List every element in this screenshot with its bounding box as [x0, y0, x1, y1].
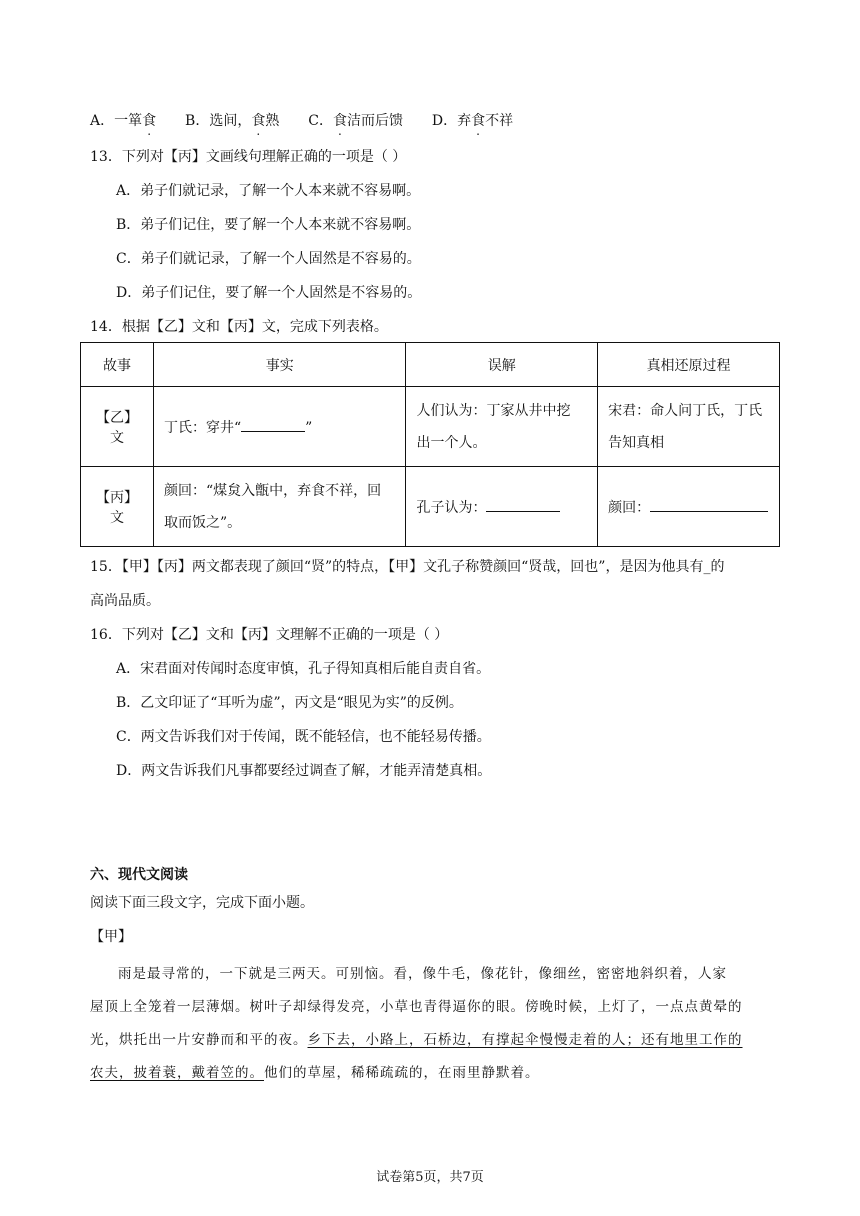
- answer-blank[interactable]: [650, 511, 768, 512]
- q12-options: [90, 110, 513, 130]
- passage-line-1: 雨是最寻常的，一下就是三两天。可别恼。看，像牛毛，像花针，像细丝，密密地斜织着，人家: [118, 966, 727, 982]
- q13-option-c: C．弟子们就记录，了解一个人固然是不容易的。: [116, 251, 421, 267]
- passage-line-4: 农夫，披着蓑，戴着笠的。他们的草屋，稀稀疏疏的，在雨里静默着。: [90, 1065, 540, 1081]
- q12-option-d: D．弃食不祥: [431, 113, 514, 129]
- table-row: [81, 467, 780, 547]
- row2-truth: 颜回：: [598, 467, 780, 547]
- section-instruction: 阅读下面三段文字，完成下面小题。: [90, 895, 314, 911]
- q12-option-b: B．选间，食熟: [185, 113, 280, 129]
- row1-fact: 丁氏：穿井“ ”: [153, 387, 406, 467]
- passage-line-2: 屋顶上全笼着一层薄烟。树叶子却绿得发亮，小草也青得逼你的眼。傍晚时候，上灯了，一点点黄晕的: [90, 999, 743, 1015]
- row2-fact: 颜回：“煤炱入甑中，弃食不祥，回 取而饭之”。: [153, 467, 406, 547]
- row2-misunderstanding: 孔子认为：: [406, 467, 598, 547]
- row1-misunderstanding: 人们认为：丁家从井中挖 出一个人。: [406, 387, 598, 467]
- q16-option-d: D．两文告诉我们凡事都要经过调查了解，才能弄清楚真相。: [116, 763, 492, 779]
- underlined-sentence: 农夫，披着蓑，戴着笠的。: [90, 1065, 264, 1081]
- page-footer: 试卷第5页，共7页: [376, 1170, 484, 1185]
- passage-line-3: 光，烘托出一片安静而和平的夜。乡下去，小路上，石桥边，有撑起伞慢慢走着的人；还有地里工作的: [90, 1032, 743, 1048]
- q16-stem: 16．下列对【乙】文和【丙】文理解不正确的一项是（ ）: [90, 627, 449, 643]
- header-story: 故事: [81, 343, 154, 387]
- header-fact: 事实: [153, 343, 406, 387]
- q13-option-b: B．弟子们记住，要了解一个人本来就不容易啊。: [116, 217, 421, 233]
- q12-option-a: A．一箪食: [90, 113, 157, 129]
- q14-table: [80, 342, 780, 547]
- table-header-row: [81, 343, 780, 387]
- header-misunderstanding: 误解: [406, 343, 598, 387]
- q13-option-a: A．弟子们就记录，了解一个人本来就不容易啊。: [116, 183, 421, 199]
- row1-story: 【乙】文: [81, 387, 154, 467]
- table-row: [81, 387, 780, 467]
- underlined-sentence: 乡下去，小路上，石桥边，有撑起伞慢慢走着的人；还有地里工作的: [307, 1032, 743, 1048]
- q13-stem: 13．下列对【丙】文画线句理解正确的一项是（ ）: [90, 149, 407, 165]
- header-truth: 真相还原过程: [598, 343, 780, 387]
- q15-line1: 15．【甲】【丙】两文都表现了颜回“贤”的特点，【甲】文孔子称赞颜回“贤哉，回也”，是因为他具有_的: [90, 559, 725, 575]
- q15-line2: 高尚品质。: [90, 593, 160, 609]
- q13-option-d: D．弟子们记住，要了解一个人固然是不容易的。: [116, 285, 422, 301]
- q16-option-c: C．两文告诉我们对于传闻，既不能轻信，也不能轻易传播。: [116, 729, 491, 745]
- passage-tag: 【甲】: [90, 929, 132, 945]
- q16-option-b: B．乙文印证了“耳听为虚”，丙文是“眼见为实”的反例。: [116, 695, 463, 711]
- q16-option-a: A．宋君面对传闻时态度审慎，孔子得知真相后能自责自省。: [116, 661, 491, 677]
- q14-stem: 14．根据【乙】文和【丙】文，完成下列表格。: [90, 319, 388, 335]
- section-heading: 六、现代文阅读: [90, 867, 188, 883]
- row1-truth: 宋君：命人问丁氏，丁氏 告知真相: [598, 387, 780, 467]
- row2-story: 【丙】文: [81, 467, 154, 547]
- answer-blank[interactable]: [241, 431, 305, 432]
- q12-option-c: C．食洁而后馈: [308, 113, 403, 129]
- answer-blank[interactable]: [486, 511, 560, 512]
